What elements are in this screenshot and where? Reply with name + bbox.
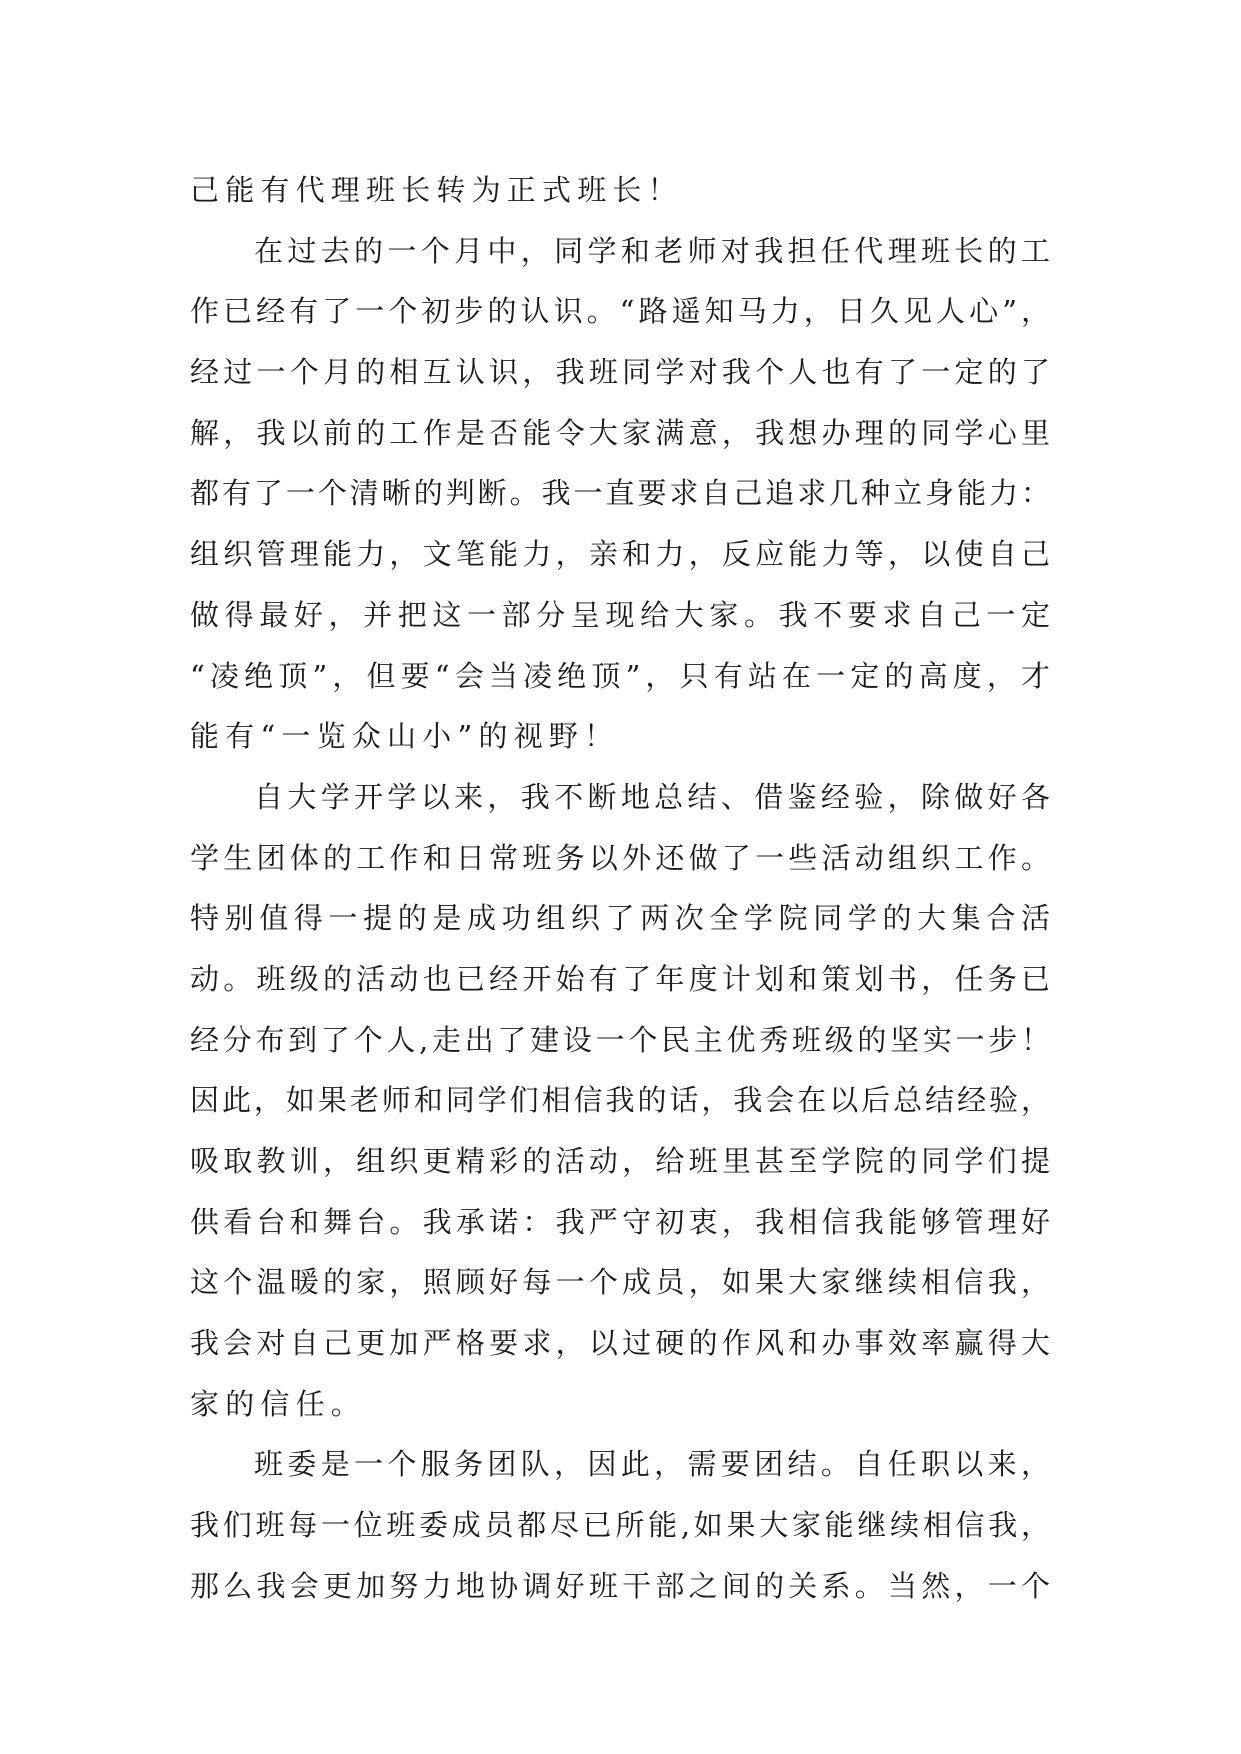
body-text (190, 160, 1050, 1617)
text-line: 在过去的一个月中，同学和老师对我担任代理班长的工 (254, 233, 1050, 268)
text-line: 学生团体的工作和日常班务以外还做了一些活动组织工作。 (190, 840, 1050, 875)
text-line: 我们班每一位班委成员都尽已所能,如果大家能继续相信我， (190, 1508, 1050, 1543)
text-line: 家的信任。 (190, 1386, 367, 1421)
text-line: 经分布到了个人,走出了建设一个民主优秀班级的坚实一步！ (190, 1022, 1050, 1057)
text-line: 都有了一个清晰的判断。我一直要求自己追求几种立身能力： (190, 476, 1050, 511)
text-line: 我会对自己更加严格要求，以过硬的作风和办事效率赢得大 (190, 1326, 1050, 1361)
text-line: 班委是一个服务团队，因此，需要团结。自任职以来， (254, 1447, 1050, 1482)
text-line: 特别值得一提的是成功组织了两次全学院同学的大集合活 (190, 901, 1050, 936)
text-line: 自大学开学以来，我不断地总结、借鉴经验，除做好各 (254, 779, 1050, 814)
text-line: 解，我以前的工作是否能令大家满意，我想办理的同学心里 (190, 415, 1050, 450)
text-line: 供看台和舞台。我承诺：我严守初衷，我相信我能够管理好 (190, 1204, 1050, 1239)
text-line: 吸取教训，组织更精彩的活动，给班里甚至学院的同学们提 (190, 1144, 1050, 1178)
text-line: 己能有代理班长转为正式班长！ (190, 173, 683, 207)
text-line: 这个温暖的家，照顾好每一个成员，如果大家继续相信我， (190, 1265, 1050, 1300)
text-line: 做得最好，并把这一部分呈现给大家。我不要求自己一定 (190, 597, 1050, 632)
text-line: 那么我会更加努力地协调好班干部之间的关系。当然，一个 (190, 1568, 1050, 1603)
text-line: 因此，如果老师和同学们相信我的话，我会在以后总结经验， (190, 1083, 1050, 1118)
text-line: 组织管理能力，文笔能力，亲和力，反应能力等，以使自己 (190, 537, 1050, 572)
text-line: 能有“一览众山小”的视野！ (190, 719, 620, 754)
text-line: 经过一个月的相互认识，我班同学对我个人也有了一定的了 (190, 355, 1050, 390)
text-line: 动。班级的活动也已经开始有了年度计划和策划书，任务已 (190, 961, 1050, 996)
text-line: “凌绝顶”，但要“会当凌绝顶”，只有站在一定的高度，才 (190, 658, 1050, 693)
text-line: 作已经有了一个初步的认识。“路遥知马力，日久见人心”， (190, 294, 1050, 329)
